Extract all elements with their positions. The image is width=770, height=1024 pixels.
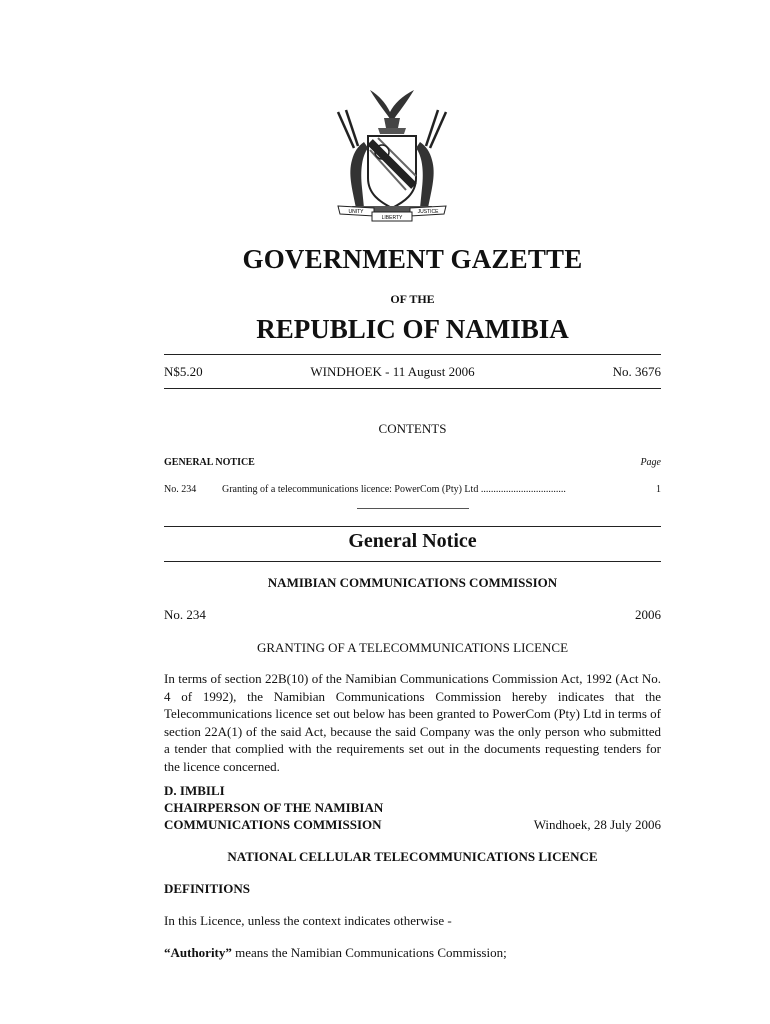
gazette-title: GOVERNMENT GAZETTE [242, 244, 583, 274]
notice-year: 2006 [635, 607, 661, 622]
contents-entry-page: 1 [656, 484, 661, 495]
definition-term: “Authority” [164, 945, 232, 960]
signed-place-date: Windhoek, 28 July 2006 [533, 817, 661, 832]
signatory-title-line-1: CHAIRPERSON OF THE NAMIBIAN [164, 800, 384, 815]
licence-intro: In this Licence, unless the context indicates otherwise - [164, 913, 452, 928]
signatory-title-line-2: COMMUNICATIONS COMMISSION [164, 817, 382, 832]
motto-right: JUSTICE [417, 209, 439, 215]
notice-rule-top [164, 526, 661, 527]
definition-text: means the Namibian Communications Commission; [231, 945, 507, 960]
motto-center: LIBERTY [381, 215, 403, 221]
contents-separator [357, 508, 469, 509]
contents-section: GENERAL NOTICE [164, 457, 255, 468]
notice-title: GRANTING OF A TELECOMMUNICATIONS LICENCE [256, 640, 569, 655]
header-rule-bottom [164, 388, 661, 389]
header-rule-top [164, 354, 661, 355]
signatory-name: D. IMBILI [164, 783, 225, 798]
notice-rule-bottom [164, 561, 661, 562]
header-price: N$5.20 [164, 364, 203, 379]
gazette-republic: REPUBLIC OF NAMIBIA [256, 314, 569, 344]
licence-title: NATIONAL CELLULAR TELECOMMUNICATIONS LICENCE [227, 849, 598, 864]
notice-number: No. 234 [164, 607, 206, 622]
notice-body-name: NAMIBIAN COMMUNICATIONS COMMISSION [267, 575, 558, 590]
notice-heading: General Notice [348, 530, 477, 552]
contents-heading: CONTENTS [378, 421, 447, 436]
contents-page-label: Page [640, 457, 661, 468]
gazette-of-the: OF THE [390, 292, 435, 306]
header-issue-number: No. 3676 [612, 364, 661, 379]
namibia-coat-of-arms [318, 78, 466, 226]
definitions-heading: DEFINITIONS [164, 881, 250, 896]
header-place-date: WINDHOEK - 11 August 2006 [310, 364, 475, 379]
motto-left: UNITY [348, 209, 364, 215]
contents-entry-text[interactable]: Granting of a telecommunications licence: PowerCom (Pty) Ltd .................................. [222, 484, 566, 495]
definition-authority [164, 945, 507, 961]
contents-entry-number: No. 234 [164, 484, 197, 495]
notice-paragraph: In terms of section 22B(10) of the Namibian Communications Commission Act, 1992 (Act No. 4 of 1992), the Namibian Communications Commission hereby indicates that the Telecommunications licence set out below has been granted to PowerCom (Pty) Ltd in terms of section 22A(1) of the said Act, because the said Company was the only person who submitted a tender that complied with the requirements set out in the documents requesting tenders for the licence concerned. [164, 671, 661, 774]
